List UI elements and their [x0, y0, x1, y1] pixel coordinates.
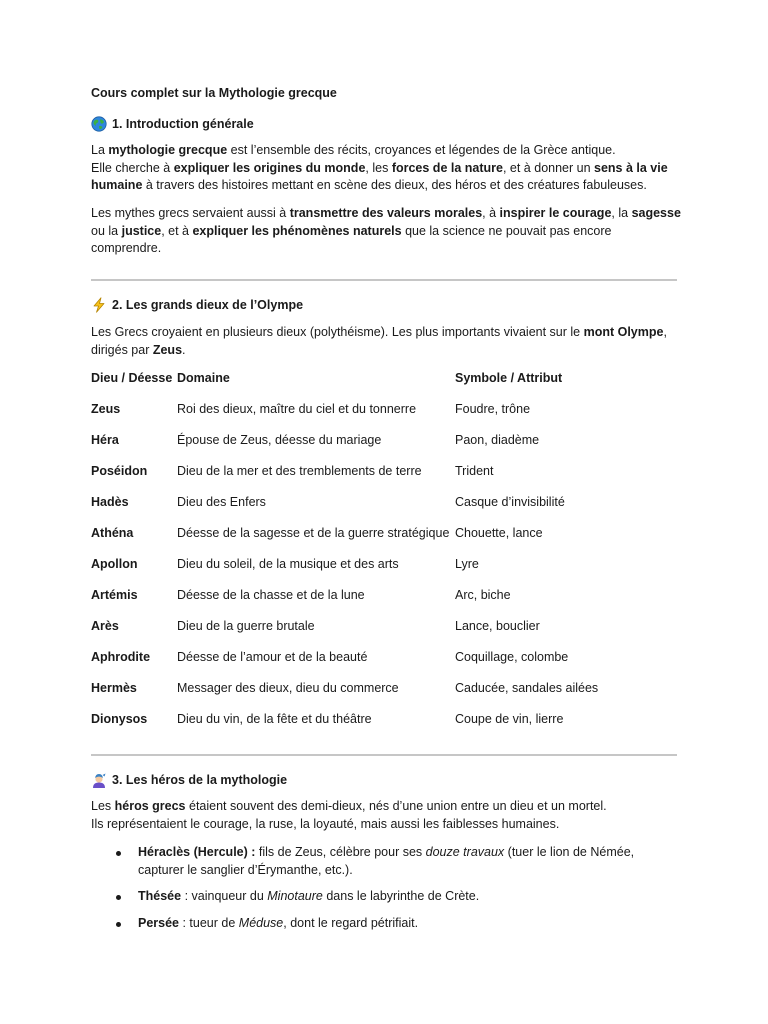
section-heading-introduction [91, 115, 254, 133]
list-item: Héraclès (Hercule) : fils de Zeus, célèbre pour ses douze travaux (tuer le lion de Némée, capturer le sanglier d’Érymanthe, etc.). [91, 844, 681, 879]
symbol-cell: Arc, biche [455, 588, 511, 602]
symbol-cell: Paon, diadème [455, 433, 540, 447]
globe-icon [91, 116, 107, 132]
section-heading-gods [91, 296, 303, 314]
god-name-cell: Athéna [91, 526, 134, 540]
symbol-cell: Caducée, sandales ailées [455, 681, 599, 695]
hero-icon [91, 772, 107, 788]
table-row [91, 495, 681, 526]
domain-cell: Déesse de l’amour et de la beauté [177, 650, 368, 664]
domain-cell: Déesse de la sagesse et de la guerre stratégique [177, 526, 450, 540]
heroes-paragraph: Les héros grecs étaient souvent des demi-dieux, nés d’une union entre un dieu et un mortel. Ils représentaient le courage, la ruse, la loyauté, mais aussi les faiblesses humaines. [91, 799, 607, 831]
intro-paragraph-2: Les mythes grecs servaient aussi à transmettre des valeurs morales, à inspirer le courage, la sagesse ou la justice, et à expliquer les phénomènes naturels que la science ne pouvait pas encore comprendre. [91, 206, 681, 255]
section-heading-text: 3. Les héros de la mythologie [112, 773, 288, 787]
lightning-icon [91, 297, 107, 313]
table-row [91, 712, 681, 743]
section-divider [91, 279, 677, 281]
bullet-icon [116, 895, 121, 900]
section-divider [91, 754, 677, 756]
god-name-cell: Poséidon [91, 464, 148, 478]
symbol-cell: Lance, bouclier [455, 619, 540, 633]
god-name-cell: Zeus [91, 402, 121, 416]
table-header-cell: Dieu / Déesse [91, 371, 173, 385]
domain-cell: Messager des dieux, dieu du commerce [177, 681, 399, 695]
heroes-list [91, 844, 681, 941]
table-row [91, 588, 681, 619]
section-heading-heroes [91, 771, 287, 789]
table-header-cell: Domaine [177, 371, 230, 385]
table-body [91, 402, 681, 743]
god-name-cell: Dionysos [91, 712, 148, 726]
domain-cell: Dieu de la guerre brutale [177, 619, 315, 633]
god-name-cell: Artémis [91, 588, 138, 602]
table-header-cell: Symbole / Attribut [455, 371, 563, 385]
god-name-cell: Apollon [91, 557, 138, 571]
symbol-cell: Coquillage, colombe [455, 650, 569, 664]
table-row [91, 433, 681, 464]
gods-table [91, 371, 681, 743]
god-name-cell: Hadès [91, 495, 129, 509]
domain-cell: Dieu de la mer et des tremblements de terre [177, 464, 422, 478]
list-item: Persée : tueur de Méduse, dont le regard pétrifiait. [91, 915, 681, 933]
domain-cell: Dieu du soleil, de la musique et des arts [177, 557, 399, 571]
domain-cell: Épouse de Zeus, déesse du mariage [177, 433, 382, 447]
domain-cell: Roi des dieux, maître du ciel et du tonnerre [177, 402, 417, 416]
table-row [91, 464, 681, 495]
bullet-icon [116, 922, 121, 927]
bullet-icon [116, 851, 121, 856]
document-title: Cours complet sur la Mythologie grecque [91, 86, 337, 100]
symbol-cell: Chouette, lance [455, 526, 543, 540]
gods-paragraph: Les Grecs croyaient en plusieurs dieux (polythéisme). Les plus importants vivaient sur le mont Olympe, dirigés par Zeus. [91, 325, 667, 357]
section-heading-text: 1. Introduction générale [112, 117, 254, 131]
table-row [91, 526, 681, 557]
god-name-cell: Héra [91, 433, 119, 447]
table-row [91, 681, 681, 712]
symbol-cell: Lyre [455, 557, 479, 571]
list-item: Thésée : vainqueur du Minotaure dans le labyrinthe de Crète. [91, 888, 681, 906]
symbol-cell: Foudre, trône [455, 402, 531, 416]
domain-cell: Déesse de la chasse et de la lune [177, 588, 365, 602]
table-row [91, 557, 681, 588]
section-heading-text: 2. Les grands dieux de l’Olympe [112, 298, 304, 312]
god-name-cell: Hermès [91, 681, 137, 695]
symbol-cell: Trident [455, 464, 494, 478]
symbol-cell: Casque d’invisibilité [455, 495, 565, 509]
god-name-cell: Arès [91, 619, 119, 633]
god-name-cell: Aphrodite [91, 650, 151, 664]
intro-paragraph-1: La mythologie grecque est l’ensemble des récits, croyances et légendes de la Grèce antique. Elle cherche à expliquer les origines du monde, les forces de la nature, et à donner un sens à la vie humaine à travers des histoires mettant en scène des dieux, des héros et des créatures fabuleuses. [91, 143, 668, 192]
domain-cell: Dieu des Enfers [177, 495, 266, 509]
symbol-cell: Coupe de vin, lierre [455, 712, 564, 726]
domain-cell: Dieu du vin, de la fête et du théâtre [177, 712, 372, 726]
table-header-row [91, 371, 681, 402]
table-row [91, 402, 681, 433]
table-row [91, 650, 681, 681]
table-row [91, 619, 681, 650]
